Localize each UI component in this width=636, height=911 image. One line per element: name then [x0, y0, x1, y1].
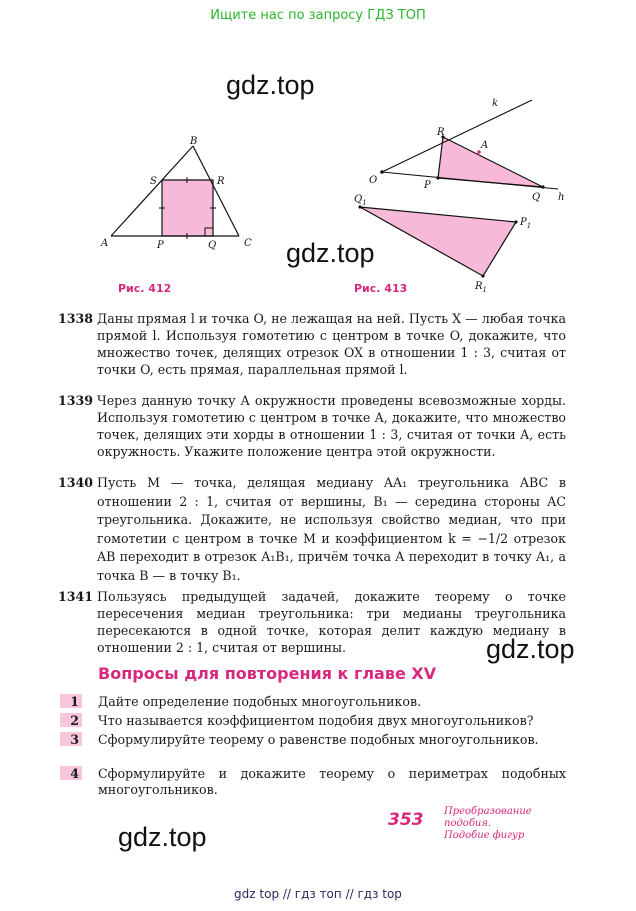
label-R: R: [437, 127, 445, 138]
label-P: P: [157, 240, 164, 251]
problem-1339: [58, 392, 566, 460]
problem-number: 1339: [58, 393, 94, 408]
review-question: [60, 694, 566, 710]
problem-number: 1340: [58, 475, 94, 490]
header-link[interactable]: Ищите нас по запросу ГДЗ ТОП: [210, 8, 426, 23]
label-P: P: [424, 180, 431, 191]
review-question: [60, 766, 566, 798]
problem-text: Даны прямая l и точка O, не лежащая на ней. Пусть X — любая точка прямой l. Используя гомотетию с центром в точке O, докажите, что множество точек, делящих отрезок OX в отношении 1 : 3, считая от точки O, есть прямая, параллельная прямой l.: [97, 311, 566, 377]
label-Q1: $Q_1$: [354, 194, 367, 207]
question-text: Сформулируйте теорему о равенстве подобных многоугольников.: [98, 732, 539, 747]
label-O: O: [369, 175, 378, 186]
problem-number: 1338: [58, 311, 94, 326]
review-question: [60, 713, 566, 729]
figure-412-caption: Рис. 412: [118, 282, 172, 295]
footer-links[interactable]: gdz top // гдз топ // гдз top: [234, 887, 402, 901]
chapter-title: Преобразование подобия. Подобие фигур: [444, 806, 532, 841]
label-R1: $R_1$: [475, 281, 487, 292]
problem-number: 1341: [58, 589, 94, 604]
label-A: A: [101, 238, 109, 249]
label-B: B: [190, 136, 198, 147]
problem-text: Пользуясь предыдущей задачей, докажите теорему о точке пересечения медиан треугольника: три медианы треугольника пересекаются в одной точке, которая делит каждую медиану в отношении 2 : 1, считая от вершины.: [97, 589, 566, 655]
watermark: gdz.top: [286, 238, 375, 268]
question-text: Сформулируйте и докажите теорему о периметрах подобных многоугольников.: [98, 766, 566, 797]
label-h: h: [558, 192, 565, 203]
question-text: Дайте определение подобных многоугольников.: [98, 694, 422, 709]
question-badge: 1: [60, 694, 82, 708]
label-S: S: [150, 176, 157, 187]
watermark: gdz.top: [226, 70, 315, 100]
question-badge: 4: [60, 766, 82, 780]
figure-413: [340, 92, 576, 292]
section-title: Вопросы для повторения к главе XV: [98, 664, 437, 683]
triangle-P1Q1R1: [360, 207, 516, 276]
question-badge: 2: [60, 713, 82, 727]
problem-text: Пусть M — точка, делящая медиану AA₁ треугольника ABC в отношении 2 : 1, считая от вершины, B₁ — середина стороны AC треугольника. Докажите, не используя свойство медиан, что при гомотетии с центром в точке M и коэффициентом k = −1/2 отрезок AB переходит в отрезок A₁B₁, причём точка A переходит в точку A₁, а точка B — в точку B₁.: [97, 475, 566, 583]
label-Q: Q: [532, 192, 541, 203]
problem-1341: [58, 588, 566, 656]
label-A: A: [481, 140, 489, 151]
question-badge: 3: [60, 732, 82, 746]
figure-412: [95, 130, 265, 255]
label-R: R: [217, 176, 225, 187]
problem-text: Через данную точку A окружности проведены всевозможные хорды. Используя гомотетию с центром в точке A, докажите, что множество точек, делящих эти хорды в отношении 1 : 3, считая от точки A, есть окружность. Укажите положение центра этой окружности.: [97, 393, 566, 459]
problem-1340: [58, 474, 566, 585]
label-Q: Q: [208, 240, 217, 251]
figure-413-caption: Рис. 413: [354, 282, 408, 295]
label-C: C: [244, 238, 252, 249]
watermark: gdz.top: [118, 822, 207, 852]
page-number: 353: [388, 810, 424, 830]
label-P1: $P_1$: [520, 217, 532, 230]
watermark: gdz.top: [486, 634, 575, 664]
problem-1338: [58, 310, 566, 378]
question-text: Что называется коэффициентом подобия двух многоугольников?: [98, 713, 534, 728]
label-k: k: [492, 98, 499, 109]
review-question: [60, 732, 566, 748]
triangle-PQR: [438, 137, 543, 187]
